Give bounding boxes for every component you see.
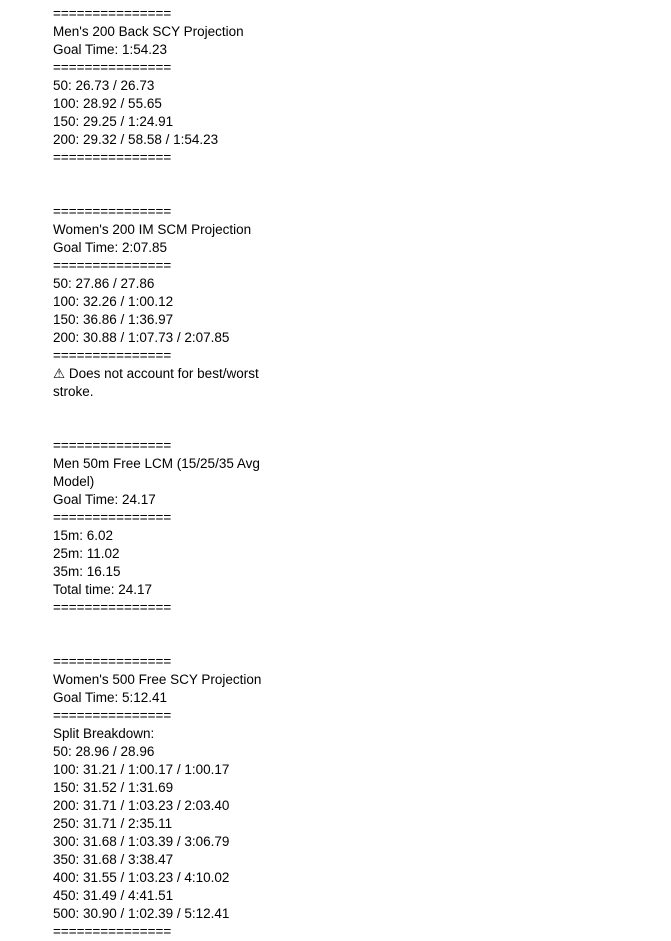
separator-rule: =============== bbox=[53, 258, 172, 273]
goal-time: Goal Time: 5:12.41 bbox=[53, 690, 168, 705]
split-line: 350: 31.68 / 3:38.47 bbox=[53, 852, 174, 867]
split-line: 150: 31.52 / 1:31.69 bbox=[53, 780, 174, 795]
projection-block-womens-500-free-scy bbox=[53, 653, 293, 941]
separator-rule: =============== bbox=[53, 60, 172, 75]
split-line: 150: 36.86 / 1:36.97 bbox=[53, 312, 174, 327]
separator-rule: =============== bbox=[53, 204, 172, 219]
block-spacer bbox=[53, 401, 293, 437]
separator-rule: =============== bbox=[53, 6, 172, 21]
goal-time: Goal Time: 1:54.23 bbox=[53, 42, 168, 57]
plain-text-document bbox=[53, 5, 293, 941]
split-line: 15m: 6.02 bbox=[53, 528, 114, 543]
projection-title: Women's 200 IM SCM Projection bbox=[53, 222, 252, 237]
separator-rule: =============== bbox=[53, 654, 172, 669]
projection-title: Women's 500 Free SCY Projection bbox=[53, 672, 262, 687]
split-breakdown-heading: Split Breakdown: bbox=[53, 726, 155, 741]
split-line: 50: 27.86 / 27.86 bbox=[53, 276, 155, 291]
split-line: 35m: 16.15 bbox=[53, 564, 121, 579]
split-line: 200: 29.32 / 58.58 / 1:54.23 bbox=[53, 132, 219, 147]
split-line: 300: 31.68 / 1:03.39 / 3:06.79 bbox=[53, 834, 230, 849]
separator-rule: =============== bbox=[53, 924, 172, 939]
total-time-line: Total time: 24.17 bbox=[53, 582, 153, 597]
split-line: 100: 28.92 / 55.65 bbox=[53, 96, 162, 111]
projection-block-womens-200-im-scm bbox=[53, 203, 293, 401]
separator-rule: =============== bbox=[53, 600, 172, 615]
goal-time: Goal Time: 2:07.85 bbox=[53, 240, 168, 255]
split-line: 25m: 11.02 bbox=[53, 546, 120, 561]
separator-rule: =============== bbox=[53, 348, 172, 363]
split-line: 50: 26.73 / 26.73 bbox=[53, 78, 155, 93]
split-line: 200: 31.71 / 1:03.23 / 2:03.40 bbox=[53, 798, 230, 813]
split-line: 200: 30.88 / 1:07.73 / 2:07.85 bbox=[53, 330, 230, 345]
split-line: 100: 31.21 / 1:00.17 / 1:00.17 bbox=[53, 762, 230, 777]
projection-title: Men 50m Free LCM (15/25/35 Avg Model) bbox=[53, 456, 264, 489]
split-line: 100: 32.26 / 1:00.12 bbox=[53, 294, 174, 309]
projection-block-men-50m-free-lcm bbox=[53, 437, 293, 617]
split-line: 450: 31.49 / 4:41.51 bbox=[53, 888, 174, 903]
separator-rule: =============== bbox=[53, 438, 172, 453]
split-line: 400: 31.55 / 1:03.23 / 4:10.02 bbox=[53, 870, 230, 885]
split-line: 150: 29.25 / 1:24.91 bbox=[53, 114, 174, 129]
block-spacer bbox=[53, 617, 293, 653]
separator-rule: =============== bbox=[53, 510, 172, 525]
projection-block-mens-200-back-scy bbox=[53, 5, 293, 167]
goal-time: Goal Time: 24.17 bbox=[53, 492, 156, 507]
split-line: 250: 31.71 / 2:35.11 bbox=[53, 816, 173, 831]
separator-rule: =============== bbox=[53, 708, 172, 723]
block-spacer bbox=[53, 167, 293, 203]
split-line: 50: 28.96 / 28.96 bbox=[53, 744, 155, 759]
projection-title: Men's 200 Back SCY Projection bbox=[53, 24, 244, 39]
warning-triangle-icon-note: ⚠ Does not account for best/worst stroke. bbox=[53, 366, 263, 399]
split-line: 500: 30.90 / 1:02.39 / 5:12.41 bbox=[53, 906, 230, 921]
separator-rule: =============== bbox=[53, 150, 172, 165]
